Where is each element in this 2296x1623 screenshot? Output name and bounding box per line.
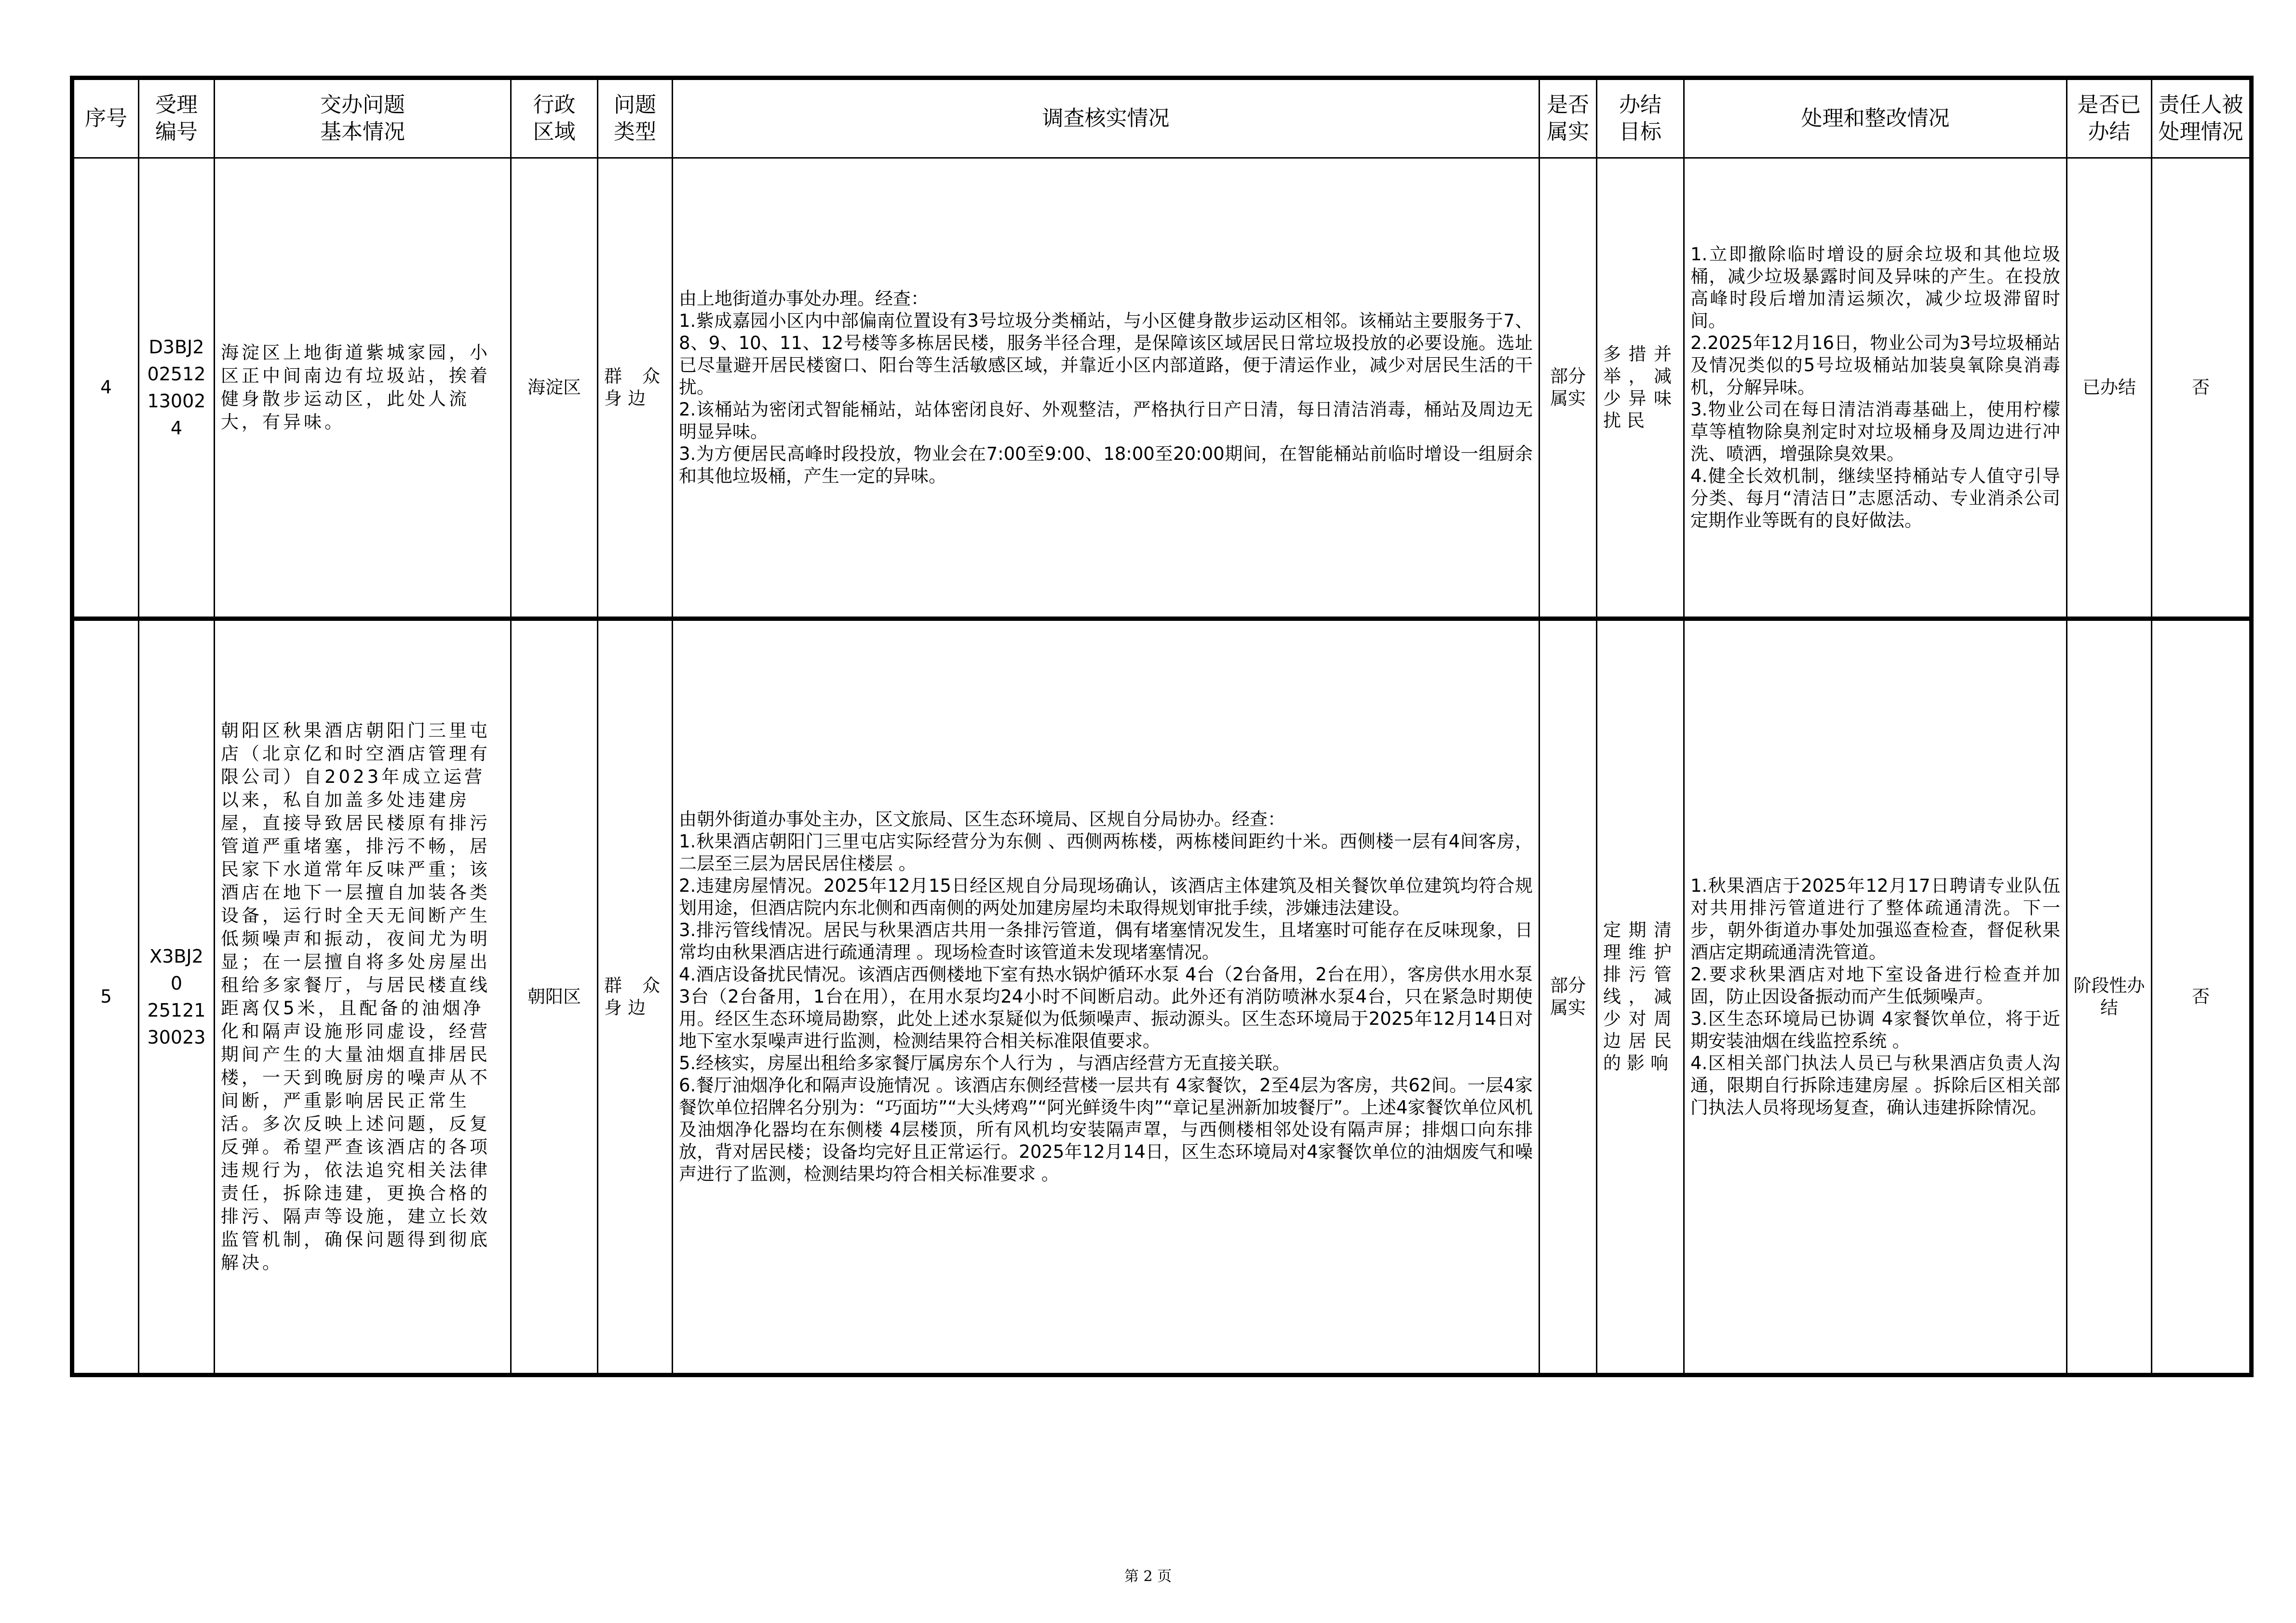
header-type (598, 78, 673, 158)
investigation-para: 2.违建房屋情况。2025年12月15日经区规自分局现场确认，该酒店主体建筑及相关餐饮单位建筑均符合规划用途，但酒店院内东北侧和西南侧的两处加建房屋均未取得规划审批手续，涉嫌违法建设。 (679, 875, 1533, 918)
cell-goal: 多措并举，减少异味扰民 (1597, 158, 1684, 619)
header-district-label: 行政 区域 (533, 93, 576, 144)
cell-basic-info: 朝阳区秋果酒店朝阳门三里屯店（北京亿和时空酒店管理有限公司）自2023年成立运营以来，私自加盖多处违建房屋，直接导致居民楼原有排污管道严重堵塞，排污不畅，居民家下水道常年反味严重；该酒店在地下一层擅自加装各类设备，运行时全天无间断产生低频噪声和振动，夜间尤为明显；在一层擅自将多处房屋出租给多家餐厅，与居民楼直线距离仅5米，且配备的油烟净化和隔声设施形同虚设，经营期间产生的大量油烟直排居民楼，一天到晚厨房的噪声从不间断，严重影响居民正常生活。多次反映上述问题，反复反弹。希望严查该酒店的各项违规行为，依法追究相关法律责任，拆除违建，更换合格的排污、隔声等设施，建立长效监管机制，确保问题得到彻底解决。 (215, 619, 511, 1375)
cell-goal: 定期清理维护排污管线，减少对周边居民的影响 (1597, 619, 1684, 1375)
report-sheet (70, 76, 2249, 1377)
handling-para: 3.物业公司在每日清洁消毒基础上，使用柠檬草等植物除臭剂定时对垃圾桶身及周边进行冲洗、喷洒，增强除臭效果。 (1690, 399, 2060, 464)
handling-para: 1.秋果酒店于2025年12月17日聘请专业队伍对共用排污管道进行了整体疏通清洗。下一步，朝外街道办事处加强巡查检查，督促秋果酒店定期疏通清洗管道。 (1690, 875, 2060, 963)
header-type-label: 问题 类型 (614, 93, 656, 144)
header-investigation: 调查核实情况 (673, 78, 1540, 158)
cell-case-id: X3BJ20 25121 30023 (139, 619, 215, 1375)
investigation-para: 5.经核实，房屋出租给多家餐厅属房东个人行为 ，与酒店经营方无直接关联。 (679, 1053, 1291, 1073)
investigation-para: 3.排污管线情况。居民与秋果酒店共用一条排污管道，偶有堵塞情况发生，且堵塞时可能存在反味现象，日常均由秋果酒店进行疏通清理 。现场检查时该管道未发现堵塞情况。 (679, 920, 1533, 963)
table-row (72, 619, 2252, 1375)
investigation-para: 4.酒店设备扰民情况。该酒店西侧楼地下室有热水锅炉循环水泵 4台（2台备用，2台在用），客房供水用水泵3台（2台备用，1台在用），在用水泵均24小时不间断启动。此外还有消防喷淋水泵4台，只在紧急时期使用。经区生态环境局勘察，此处上述水泵疑似为低频噪声、振动源头。区生态环境局于2025年12月14日对地下室水泵噪声进行监测，检测结果符合相关标准限值要求。 (679, 964, 1533, 1051)
investigation-para: 由上地街道办事处办理。经查： (679, 288, 929, 309)
header-goal (1597, 78, 1684, 158)
cell-verified: 部分属实 (1540, 619, 1597, 1375)
cell-issue-type: 群众身边 (598, 619, 673, 1375)
handling-para: 2.要求秋果酒店对地下室设备进行检查并加固，防止因设备振动而产生低频噪声。 (1690, 964, 2060, 1007)
cell-case-id: D3BJ2 02512 13002 4 (139, 158, 215, 619)
table-row (72, 158, 2252, 619)
header-id-label: 受理 编号 (155, 93, 198, 144)
handling-para: 4.区相关部门执法人员已与秋果酒店负责人沟通，限期自行拆除违建房屋 。拆除后区相关部门执法人员将现场复查，确认违建拆除情况。 (1690, 1053, 2060, 1118)
cell-investigation (673, 619, 1540, 1375)
investigation-para: 3.为方便居民高峰时段投放，物业会在7:00至9:00、18:00至20:00期间，在智能桶站前临时增设一组厨余和其他垃圾桶，产生一定的异味。 (679, 443, 1533, 486)
cell-basic-info: 海淀区上地街道紫城家园，小区正中间南边有垃圾站，挨着健身散步运动区，此处人流大，有异味。 (215, 158, 511, 619)
cell-handling (1684, 158, 2067, 619)
header-accountability (2152, 78, 2252, 158)
header-seq: 序号 (72, 78, 139, 158)
cell-district: 海淀区 (511, 158, 598, 619)
header-basic (215, 78, 511, 158)
page-number: 第 2 页 (1124, 1568, 1172, 1585)
header-verified-label: 是否 属实 (1547, 93, 1589, 144)
cell-investigation (673, 158, 1540, 619)
investigation-para: 2.该桶站为密闭式智能桶站，站体密闭良好、外观整洁，严格执行日产日清，每日清洁消毒，桶站及周边无明显异味。 (679, 399, 1533, 442)
cell-closed: 已办结 (2067, 158, 2152, 619)
handling-para: 2.2025年12月16日，物业公司为3号垃圾桶站及情况类似的5号垃圾桶站加装臭氧除臭消毒机，分解异味。 (1690, 333, 2060, 398)
header-handling: 处理和整改情况 (1684, 78, 2067, 158)
cell-accountability: 否 (2152, 158, 2252, 619)
cell-accountability: 否 (2152, 619, 2252, 1375)
investigation-para: 1.秋果酒店朝阳门三里屯店实际经营分为东侧 、西侧两栋楼，两栋楼间距约十米。西侧楼一层有4间客房，二层至三层为居民居住楼层 。 (679, 831, 1533, 874)
header-row (72, 78, 2252, 158)
header-goal-label: 办结 目标 (1619, 93, 1661, 144)
header-verified (1540, 78, 1597, 158)
header-basic-label: 交办问题 基本情况 (320, 93, 405, 144)
cell-seq: 4 (72, 158, 139, 619)
handling-para: 3.区生态环境局已协调 4家餐饮单位，将于近期安装油烟在线监控系统 。 (1690, 1008, 2060, 1051)
cell-seq: 5 (72, 619, 139, 1375)
handling-para: 1.立即撤除临时增设的厨余垃圾和其他垃圾桶，减少垃圾暴露时间及异味的产生。在投放高峰时段后增加清运频次，减少垃圾滞留时间。 (1690, 244, 2060, 331)
header-closed (2067, 78, 2152, 158)
investigation-para: 6.餐厅油烟净化和隔声设施情况 。该酒店东侧经营楼一层共有 4家餐饮，2至4层为客房，共62间。一层4家餐饮单位招牌名分别为：“巧面坊”“大头烤鸡”“阿光鲜烫牛肉”“章记星洲新加坡餐厅”。上述4家餐饮单位风机及油烟净化器均在东侧楼 4层楼顶，所有风机均安装隔声罩，与西侧楼相邻处设有隔声屏；排烟口向东排放，背对居民楼；设备均完好且正常运行。2025年12月14日，区生态环境局对4家餐饮单位的油烟废气和噪声进行了监测，检测结果均符合相关标准要求 。 (679, 1075, 1533, 1184)
header-district (511, 78, 598, 158)
cell-verified: 部分属实 (1540, 158, 1597, 619)
investigation-para: 由朝外街道办事处主办，区文旅局、区生态环境局、区规自分局协办。经查： (679, 809, 1285, 830)
supervision-report-table (70, 76, 2254, 1377)
handling-para: 4.健全长效机制，继续坚持桶站专人值守引导分类、每月“清洁日”志愿活动、专业消杀公司定期作业等既有的良好做法。 (1690, 466, 2060, 531)
header-id (139, 78, 215, 158)
header-closed-label: 是否已 办结 (2077, 93, 2141, 144)
cell-issue-type: 群众身边 (598, 158, 673, 619)
investigation-para: 1.紫成嘉园小区内中部偏南位置设有3号垃圾分类桶站，与小区健身散步运动区相邻。该桶站主要服务于7、8、9、10、11、12号楼等多栋居民楼，服务半径合理，是保障该区域居民日常垃圾投放的必要设施。选址已尽量避开居民楼窗口、阳台等生活敏感区域，并靠近小区内部道路，便于清运作业，减少对居民生活的干扰。 (679, 310, 1533, 398)
cell-district: 朝阳区 (511, 619, 598, 1375)
cell-closed: 阶段性办结 (2067, 619, 2152, 1375)
cell-handling (1684, 619, 2067, 1375)
header-accountability-label: 责任人被 处理情况 (2158, 93, 2243, 144)
